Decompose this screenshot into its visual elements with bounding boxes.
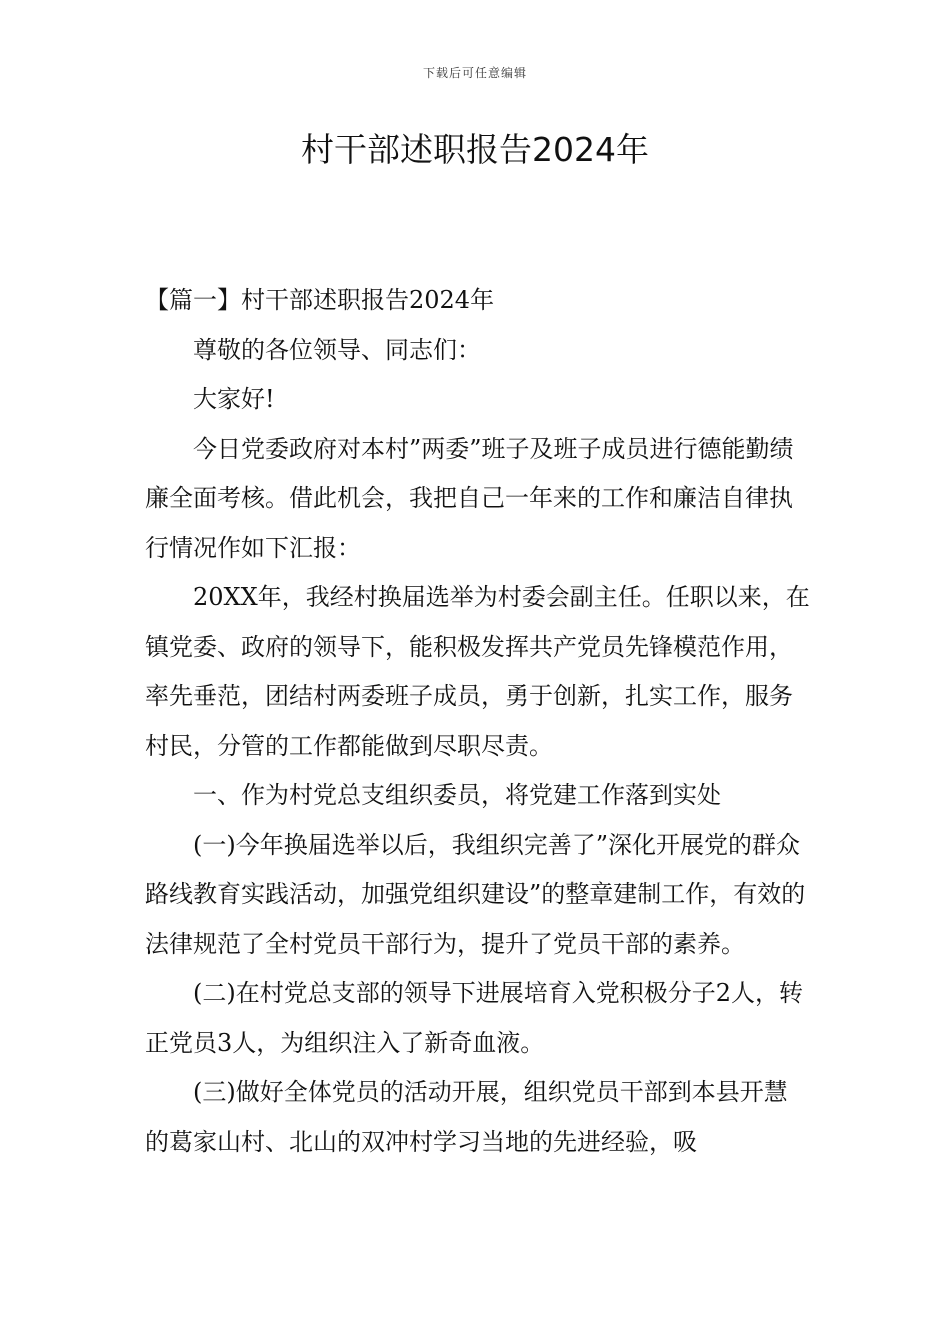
background-paragraph: 20XX年，我经村换届选举为村委会副主任。任职以来，在镇党委、政府的领导下，能积极发挥共产党员先锋模范作用，率先垂范，团结村两委班子成员，勇于创新，扎实工作，服务村民，分管的工作都能做到尽职尽责。 bbox=[145, 583, 810, 760]
intro-paragraph: 今日党委政府对本村”两委”班子及班子成员进行德能勤绩廉全面考核。借此机会，我把自己一年来的工作和廉洁自律执行情况作如下汇报： bbox=[145, 434, 794, 562]
document-body bbox=[145, 276, 810, 1167]
salutation: 尊敬的各位领导、同志们： bbox=[193, 335, 481, 364]
section-heading: 【篇一】村干部述职报告2024年 bbox=[145, 286, 495, 314]
item-three-paragraph: (三)做好全体党员的活动开展，组织党员干部到本县开慧的葛家山村、北山的双冲村学习当地的先进经验，吸 bbox=[145, 1078, 788, 1156]
greeting: 大家好! bbox=[193, 385, 275, 413]
document-title: 村干部述职报告2024年 bbox=[301, 130, 649, 169]
item-one-paragraph: (一)今年换届选举以后，我组织完善了”深化开展党的群众路线教育实践活动，加强党组织建设”的整章建制工作，有效的法律规范了全村党员干部行为，提升了党员干部的素养。 bbox=[145, 830, 806, 958]
header-note: 下载后可任意编辑 bbox=[422, 66, 527, 80]
subheading-party-building: 一、作为村党总支组织委员，将党建工作落到实处 bbox=[193, 781, 721, 809]
item-two-paragraph: (二)在村党总支部的领导下进展培育入党积极分子2人，转正党员3人，为组织注入了新奇血液。 bbox=[145, 979, 803, 1057]
